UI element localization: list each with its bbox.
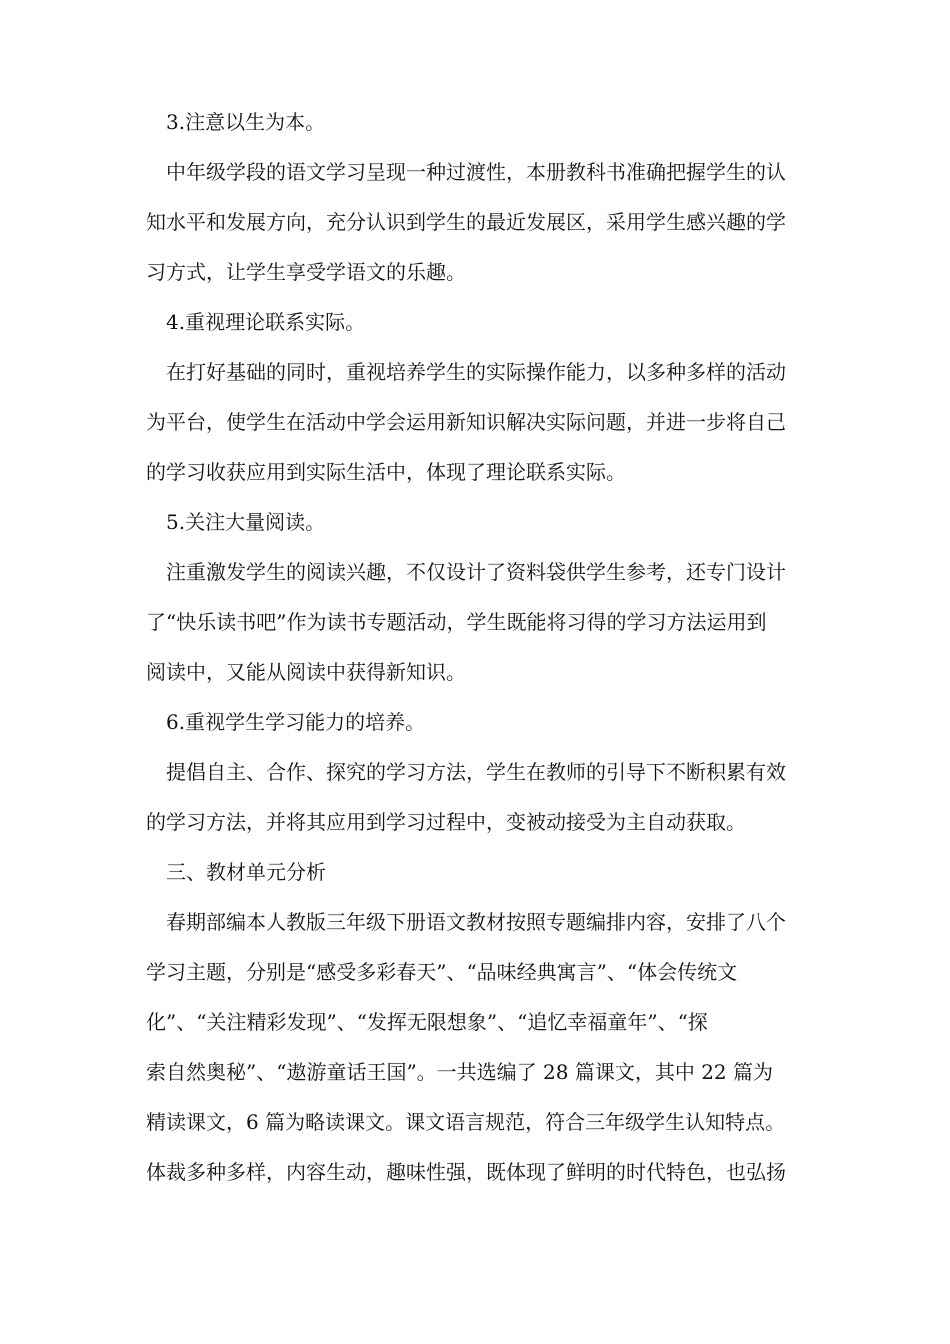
- section-heading-4: 4.重视理论联系实际。: [166, 310, 366, 334]
- paragraph-line: 中年级学段的语文学习呈现一种过渡性，本册教科书准确把握学生的认: [166, 160, 786, 184]
- paragraph-line: 知水平和发展方向，充分认识到学生的最近发展区，采用学生感兴趣的学: [146, 210, 786, 234]
- paragraph-line: 阅读中，又能从阅读中获得新知识。: [146, 660, 466, 684]
- paragraph-line: 化”、“关注精彩发现”、“发挥无限想象”、“追忆幸福童年”、“探: [146, 1010, 708, 1034]
- paragraph-line: 精读课文，6 篇为略读课文。课文语言规范，符合三年级学生认知特点。: [146, 1110, 786, 1134]
- paragraph-line: 习方式，让学生享受学语文的乐趣。: [146, 260, 466, 284]
- paragraph-line: 的学习收获应用到实际生活中，体现了理论联系实际。: [146, 460, 626, 484]
- paragraph-2: [146, 347, 809, 497]
- paragraph-line: 提倡自主、合作、探究的学习方法，学生在教师的引导下不断积累有效: [166, 760, 786, 784]
- section-heading-three: 三、教材单元分析: [166, 860, 326, 884]
- paragraph-line: 了“快乐读书吧”作为读书专题活动，学生既能将习得的学习方法运用到: [146, 610, 767, 634]
- paragraph-1: [146, 147, 809, 297]
- paragraph-line: 学习主题，分别是“感受多彩春天”、“品味经典寓言”、“体会传统文: [146, 960, 738, 984]
- paragraph-line: 在打好基础的同时，重视培养学生的实际操作能力，以多种多样的活动: [166, 360, 786, 384]
- paragraph-line: 索自然奥秘”、“遨游童话王国”。一共选编了 28 篇课文，其中 22 篇为: [146, 1060, 774, 1084]
- paragraph-3: [146, 547, 809, 697]
- paragraph-line: 体裁多种多样，内容生动，趣味性强，既体现了鲜明的时代特色，也弘扬: [146, 1160, 786, 1184]
- paragraph-line: 为平台，使学生在活动中学会运用新知识解决实际问题，并进一步将自己: [146, 410, 786, 434]
- paragraph-5: [146, 897, 809, 1197]
- paragraph-line: 春期部编本人教版三年级下册语文教材按照专题编排内容，安排了八个: [166, 910, 786, 934]
- paragraph-4: [146, 747, 809, 847]
- paragraph-line: 的学习方法，并将其应用到学习过程中，变被动接受为主自动获取。: [146, 810, 746, 834]
- paragraph-line: 注重激发学生的阅读兴趣，不仅设计了资料袋供学生参考，还专门设计: [166, 560, 786, 584]
- section-heading-6: 6.重视学生学习能力的培养。: [166, 710, 426, 734]
- section-heading-3: 3.注意以生为本。: [166, 110, 326, 134]
- section-heading-5: 5.关注大量阅读。: [166, 510, 326, 534]
